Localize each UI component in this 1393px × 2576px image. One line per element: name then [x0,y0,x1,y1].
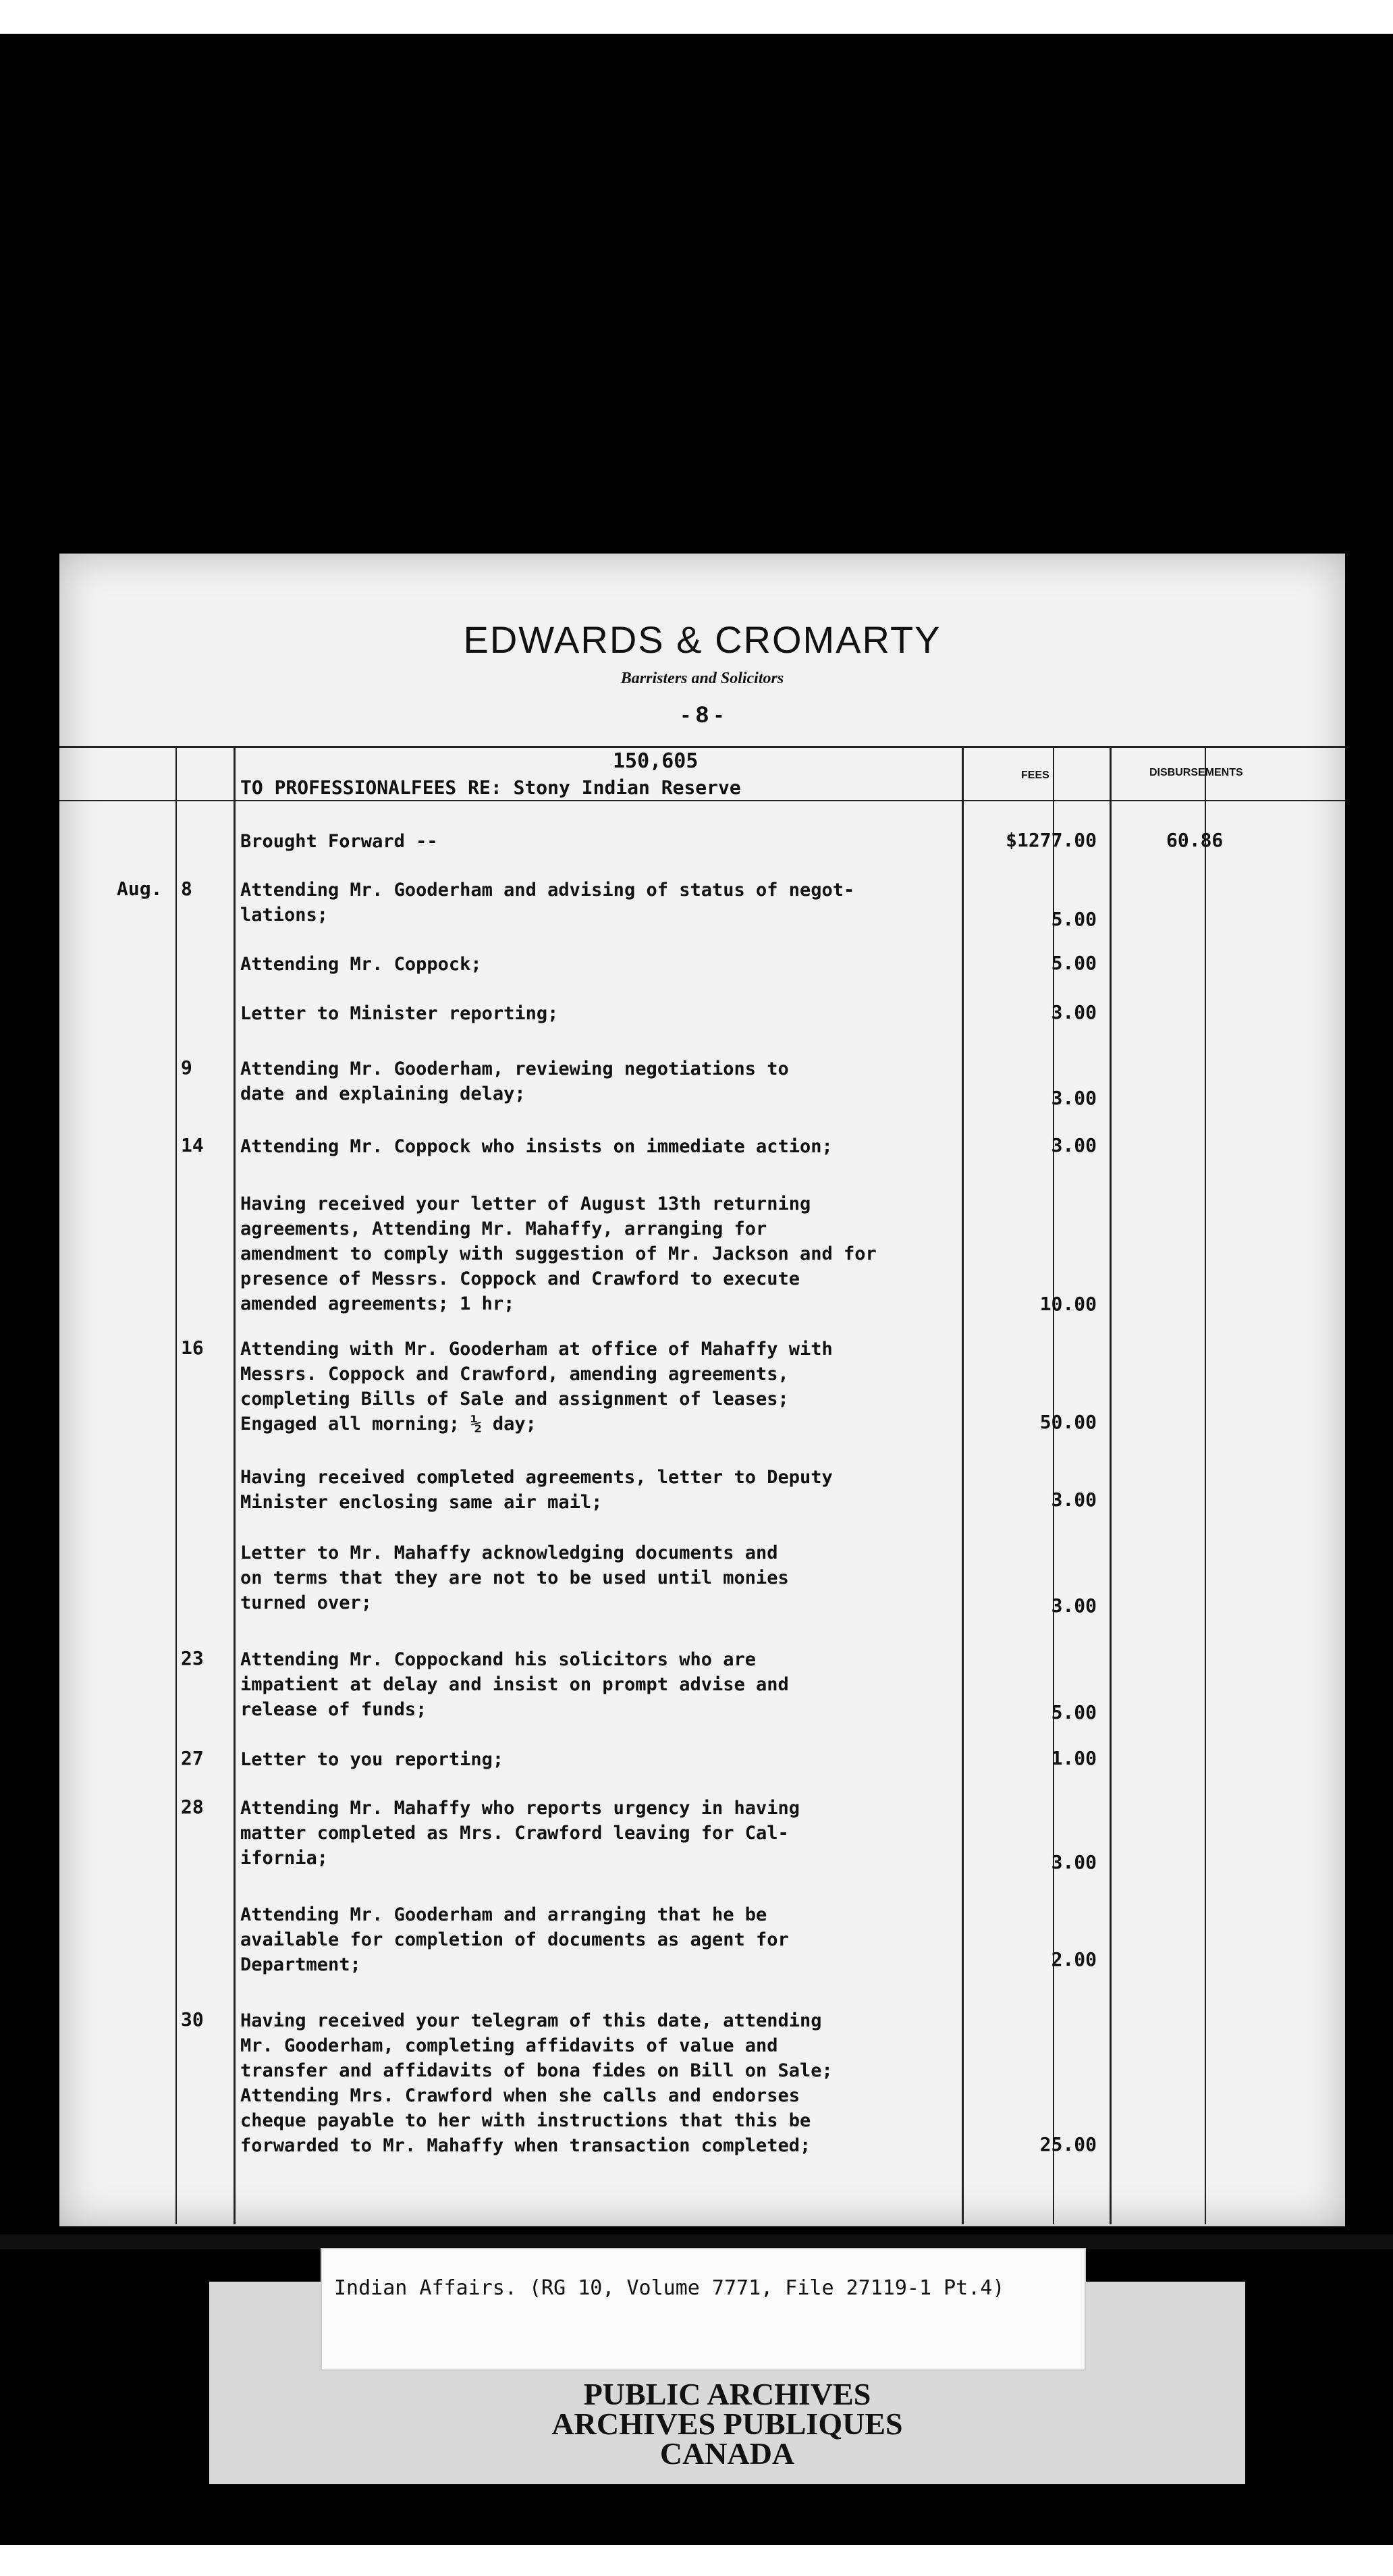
entry-day: 28 [181,1796,204,1818]
entry-text: Attending Mr. Gooderham and arranging that he be available for completion of documents as agent for Department; [240,1904,789,1975]
entry-text: Attending Mr. Mahaffy who reports urgency in having matter completed as Mrs. Crawford leaving for Cal- ifornia; [240,1798,800,1869]
entry-text: Having received completed agreements, letter to Deputy Minister enclosing same air mail; [240,1467,833,1513]
rule-disb-cents [1205,746,1206,2224]
entry-text: Letter to you reporting; [240,1749,504,1770]
entry-day: 8 [181,878,192,900]
entry-text: Attending Mr. Coppock; [240,954,482,975]
entry-disbursement: 60.86 [1166,829,1224,851]
page-number: - 8 - [682,702,723,728]
entry-fee: 5.00 [1051,1701,1097,1723]
firm-subtitle: Barristers and Solicitors [620,670,784,687]
entry-fee: 25.00 [1039,2133,1097,2155]
entry-text: Having received your telegram of this date, attending Mr. Gooderham, completing affidavits of value and transfer and affidavits of bona fides on Bill on Sale; Attending Mrs. Crawford when she calls and endorses cheque payable to her with instructions that this be forwarded to Mr. Mahaffy when transaction completed; [240,2010,833,2156]
bottom-border [0,2545,1393,2576]
stamp-line-1: PUBLIC ARCHIVES [583,2377,871,2411]
fees-column-header: FEES [1021,770,1049,781]
archive-reference: Indian Affairs. (RG 10, Volume 7771, File 27119-1 Pt.4) [334,2276,1005,2300]
entry-fee: 3.00 [1051,1488,1097,1511]
stamp-line-3: CANADA [659,2436,795,2471]
stamp-line-2: ARCHIVES PUBLIQUES [551,2407,903,2441]
archive-reference-label [321,2248,1086,2371]
header-top-rule [59,746,1345,748]
disbursements-column-header: DISBURSEMENTS [1149,767,1243,778]
entry-day: 16 [181,1337,204,1359]
entry-fee: 3.00 [1051,1001,1097,1023]
entry-fee: 5.00 [1051,952,1097,974]
entry-fee: $1277.00 [1006,829,1097,851]
entry-text: Attending Mr. Coppockand his solicitors who are impatient at delay and insist on prompt advise and release of funds; [240,1649,789,1720]
entry-text: Brought Forward -- [240,831,438,852]
entry-fee: 1.00 [1051,1747,1097,1769]
header-bottom-rule [59,800,1345,801]
entry-text: Having received your letter of August 13th returning agreements, Attending Mr. Mahaffy, arranging for amendment to comply with suggestion of Mr. Jackson and for presence of Messrs. Coppock and Crawford to execute amended agreements; 1 hr; [240,1193,877,1314]
entry-text: Attending Mr. Coppock who insists on immediate action; [240,1136,833,1157]
entry-text: Attending Mr. Gooderham and advising of status of negot- lations; [240,880,855,925]
entry-day: 23 [181,1647,204,1669]
entry-text: Attending Mr. Gooderham, reviewing negotiations to date and explaining delay; [240,1058,789,1104]
page-bottom-edge [0,2234,1393,2249]
entry-day: 27 [181,1747,204,1769]
file-number: 150,605 [613,749,699,773]
entry-fee: 3.00 [1051,1594,1097,1617]
entry-fee: 2.00 [1051,1948,1097,1970]
account-heading: TO PROFESSIONALFEES RE: Stony Indian Reserve [240,776,741,799]
entry-fee: 5.00 [1051,908,1097,930]
entry-text: Letter to Mr. Mahaffy acknowledging documents and on terms that they are not to be used until monies turned over; [240,1542,789,1613]
entry-fee: 3.00 [1051,1851,1097,1873]
entry-text: Attending with Mr. Gooderham at office of Mahaffy with Messrs. Coppock and Crawford, amending agreements, completing Bills of Sale and assignment of leases; Engaged all morning; ½ day; [240,1339,833,1434]
entry-day: 9 [181,1056,192,1079]
entry-text: Letter to Minister reporting; [240,1003,559,1024]
top-border [0,0,1393,34]
entry-fee: 3.00 [1051,1087,1097,1109]
entry-day: 14 [181,1134,204,1156]
rule-date-right [234,746,236,2224]
entry-fee: 10.00 [1039,1293,1097,1315]
rule-date-left [175,746,177,2224]
firm-name: EDWARDS & CROMARTY [463,618,941,661]
entry-fee: 3.00 [1051,1134,1097,1156]
entry-day: 30 [181,2008,204,2031]
entry-fee: 50.00 [1039,1411,1097,1433]
ledger-page [59,554,1345,2226]
rule-disb-left [1110,746,1112,2224]
entry-month: Aug. [117,878,163,900]
